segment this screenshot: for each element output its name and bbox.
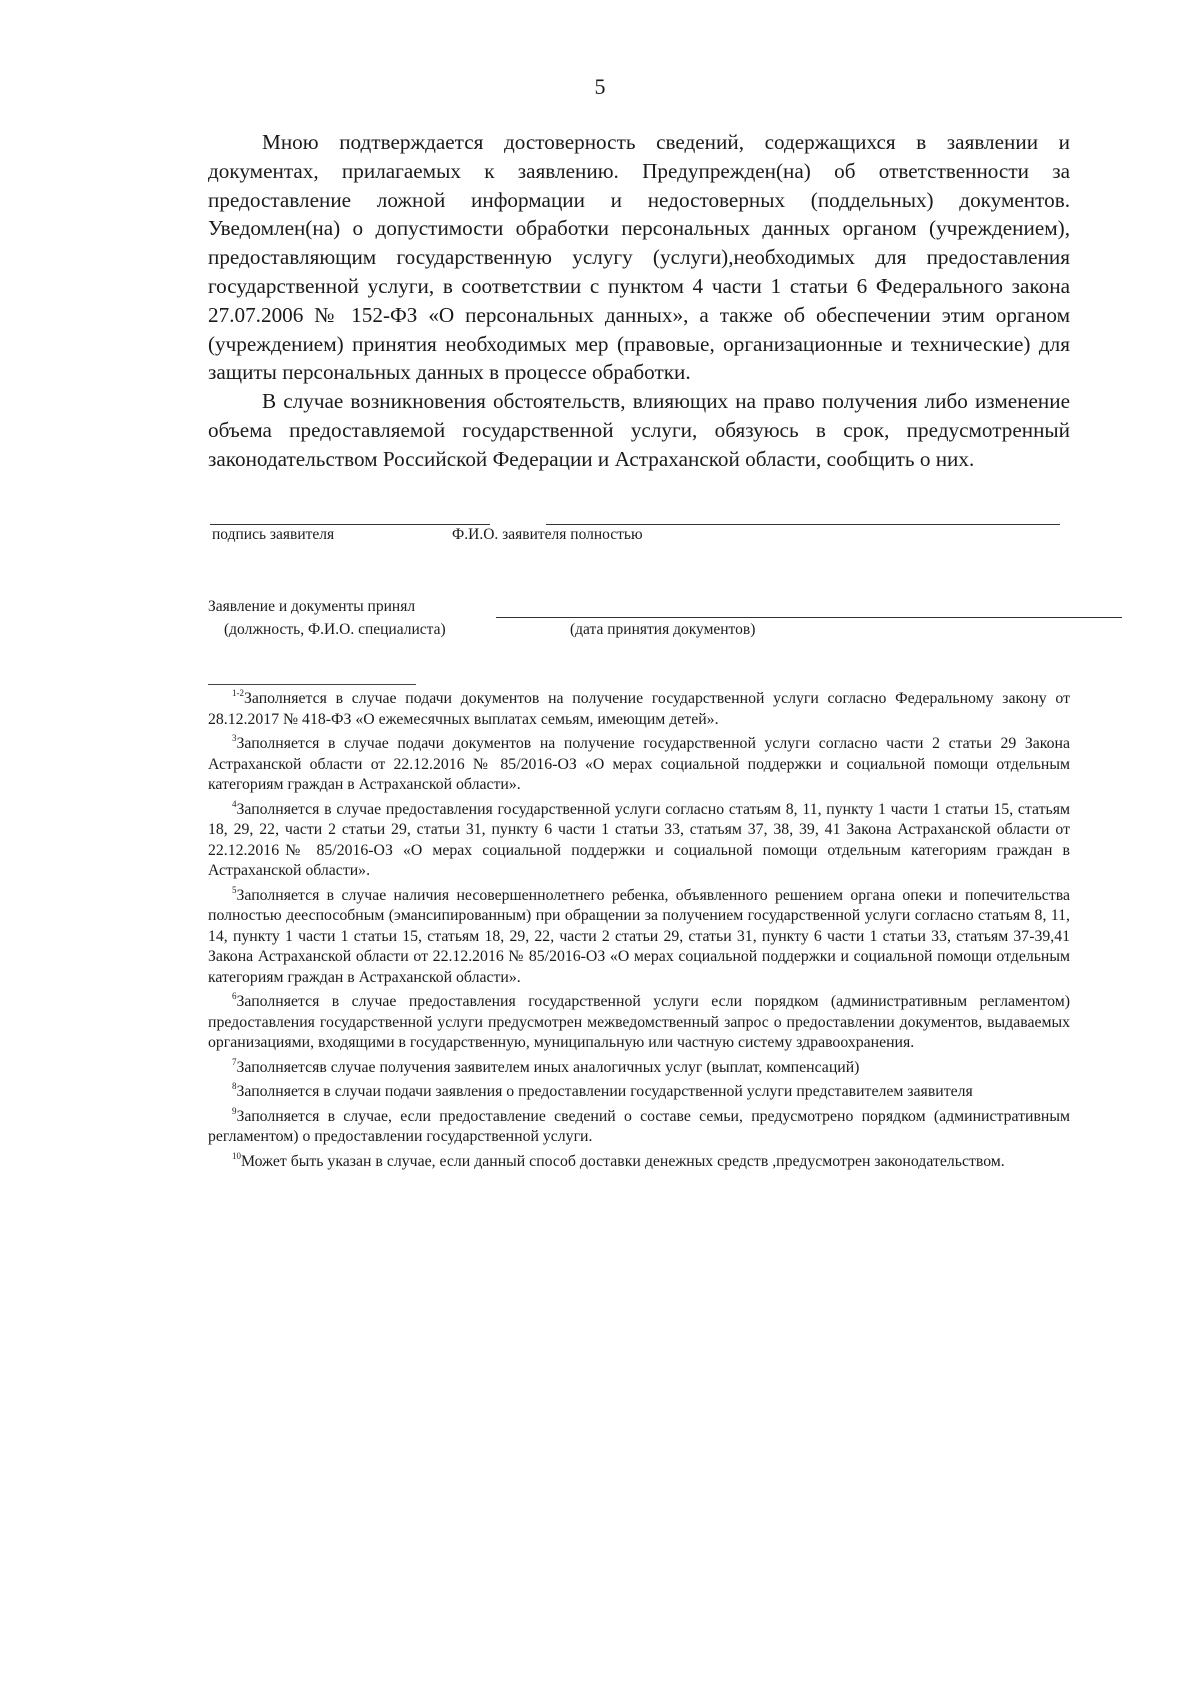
applicant-name-label: Ф.И.О. заявителя полностью	[452, 526, 643, 543]
footnote-text: Заполняется в случае подачи документов на получение государственной услуги согласно части 2 статьи 29 Закона Астраханской области от 22.12.2016 № 85/2016-ОЗ «О мерах социальной поддержки и социальной помощи отдельным категориям граждан в Астраханской области».	[208, 735, 1070, 793]
footnote	[208, 1082, 1070, 1103]
footnote-mark: 1-2	[232, 688, 244, 698]
footnote-mark: 4	[232, 798, 237, 809]
applicant-signature-label: подпись заявителя	[212, 526, 335, 543]
footnote-text: Заполняется в случае подачи документов на получение государственной услуги согласно Федеральному закону от 28.12.2017 № 418-ФЗ «О ежемесячных выплатах семьям, имеющим детей».	[208, 690, 1070, 728]
footnote-text: Заполняется в случае предоставления государственной услуги если порядком (административным регламентом) предоставления государственной услуги предусмотрен межведомственный запрос о предоставлении документов, выдаваемых организациями, входящими в государственную, муниципальную или частную систему здравоохранения.	[208, 993, 1070, 1051]
footnote-text: Заполняется в случае, если предоставление сведений о составе семьи, предусмотрено порядком (административным регламентом) о предоставлении государственной услуги.	[208, 1107, 1070, 1145]
page-number: 5	[594, 74, 606, 99]
acceptance-date-label: (дата принятия документов)	[570, 621, 756, 638]
footnote-separator	[208, 684, 416, 685]
paragraph-confirmation: Мною подтверждается достоверность сведений, содержащихся в заявлении и документах, прилагаемых к заявлению. Предупрежден(на) об ответственности за предоставление ложной информации и недостоверных (поддельных) документов. Уведомлен(на) о допустимости обработки персональных данных органом (учреждением), предоставляющим государственную услугу (услуги),необходимых для предоставления государственной услуги, в соответствии с пунктом 4 части 1 статьи 6 Федерального закона 27.07.2006 № 152-ФЗ «О персональных данных», а также об обеспечении этим органом (учреждением) принятия необходимых мер (правовые, организационные и технические) для защиты персональных данных в процессе обработки.	[208, 130, 1070, 385]
footnote	[208, 1152, 1070, 1173]
footnote	[208, 1058, 1070, 1079]
footnote-mark: 9	[232, 1105, 237, 1116]
acceptance-line	[496, 617, 1122, 618]
footnote-text: Заполняется в случае наличия несовершеннолетнего ребенка, объявленного решением органа опеки и попечительства полностью дееспособным (эмансипированным) при обращении за получением государственной услуги согласно статьям 8, 11, 14, пункту 1 части 1 статьи 15, статьям 18, 29, 22, части 2 статьи 29, статьи 31, пункту 6 части 1 статьи 33, статьям 37-39,41 Закона Астраханской области от 22.12.2016 № 85/2016-ОЗ «О мерах социальной поддержки и социальной помощи отдельным категориям граждан в Астраханской области».	[208, 886, 1070, 986]
accepted-by-label: Заявление и документы принял	[208, 598, 416, 615]
declaration-text	[208, 128, 1070, 474]
footnote	[208, 886, 1070, 989]
footnote	[208, 992, 1070, 1054]
footnote	[208, 800, 1070, 882]
footnotes	[208, 689, 1070, 1176]
footnote-text: Заполняется в случаи подачи заявления о предоставлении государственной услуги представителем заявителя	[236, 1083, 973, 1100]
footnote-mark: 10	[232, 1150, 241, 1161]
footnote-mark: 5	[232, 884, 237, 895]
paragraph-obligation: В случае возникновения обстоятельств, влияющих на право получения либо изменение объема предоставляемой государственной услуги, обязуюсь в срок, предусмотренный законодательством Российской Федерации и Астраханской области, сообщить о них.	[208, 389, 1070, 471]
footnote-mark: 7	[232, 1056, 237, 1067]
footnote	[208, 1107, 1070, 1148]
specialist-label: (должность, Ф.И.О. специалиста)	[224, 621, 446, 638]
applicant-name-line	[546, 524, 1060, 525]
footnote-text: Заполняется в случае предоставления государственной услуги согласно статьям 8, 11, пункту 1 части 1 статьи 15, статьям 18, 29, 22, части 2 статьи 29, статьи 31, пункту 6 части 1 статьи 33, статьям 37, 38, 39, 41 Закона Астраханской области от 22.12.2016№ 85/2016-ОЗ «О мерах социальной поддержки и социальной помощи отдельным категориям граждан в Астраханской области».	[208, 800, 1070, 879]
footnote	[208, 734, 1070, 796]
applicant-signature-line	[210, 524, 490, 525]
footnote-text: Может быть указан в случае, если данный способ доставки денежных средств ,предусмотрен законодательством.	[241, 1152, 1005, 1170]
footnote	[208, 689, 1070, 730]
footnote-mark: 6	[232, 991, 237, 1001]
footnote-mark: 8	[232, 1081, 237, 1091]
footnote-text: Заполняетсяв случае получения заявителем иных аналогичных услуг (выплат, компенсаций)	[236, 1058, 860, 1076]
footnote-mark: 3	[232, 733, 237, 743]
